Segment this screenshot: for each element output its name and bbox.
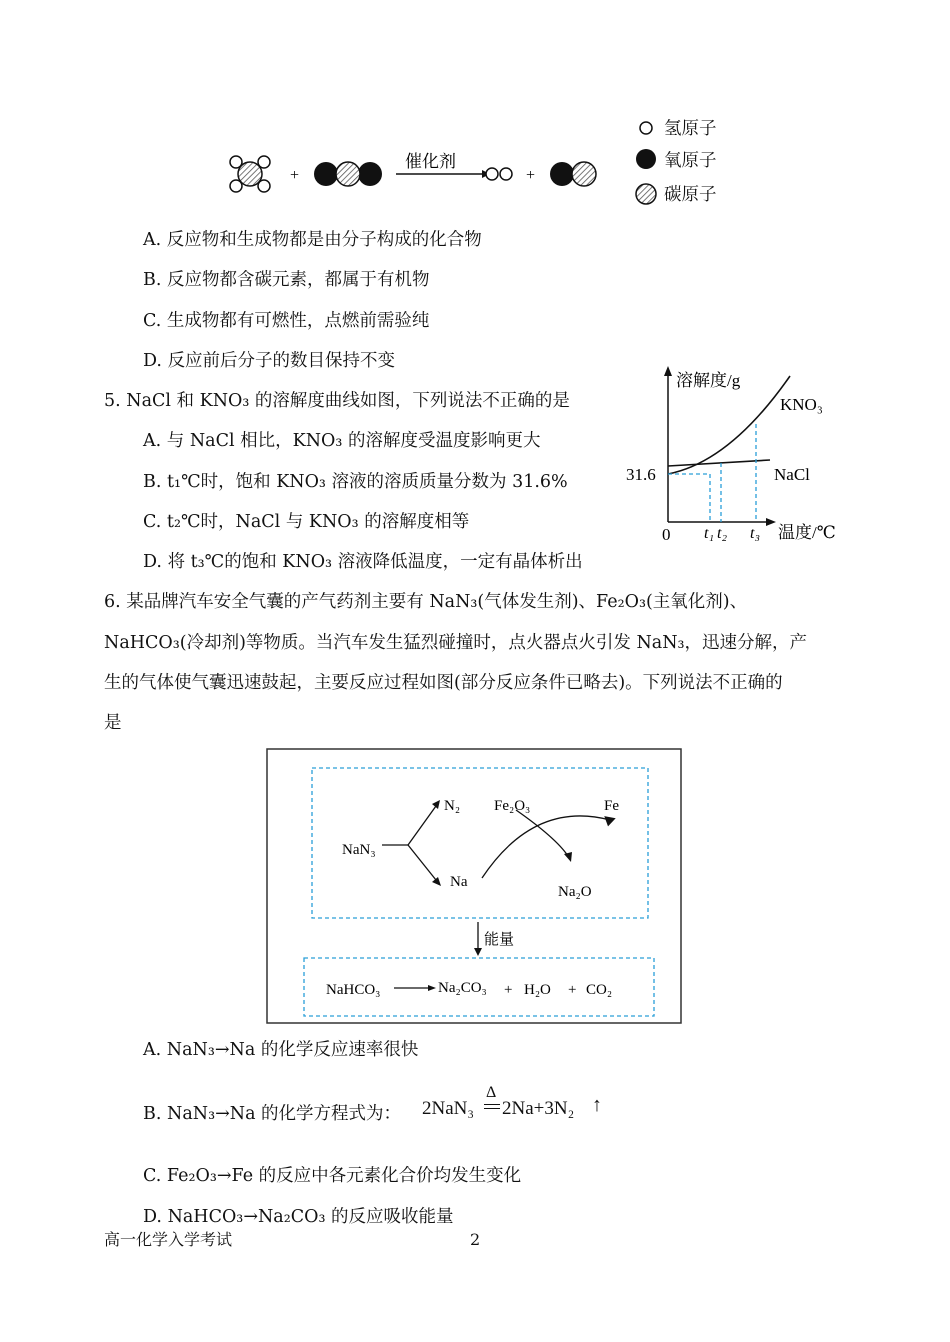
- diagram-nahco3: NaHCO₃: [326, 982, 381, 998]
- diagram-fe2o3: Fe₂O₃: [494, 798, 531, 814]
- q6-option-b: B. NaN₃→Na 的化学方程式为：: [143, 1104, 402, 1124]
- diagram-nan3: NaN₃: [342, 842, 376, 858]
- diagram-plus-1: +: [504, 982, 513, 998]
- nacl-label: NaCl: [774, 465, 810, 484]
- legend-icons: [632, 116, 662, 208]
- diagram-na2co3: Na₂CO₃: [438, 980, 487, 996]
- catalyst-label: 催化剂: [405, 152, 456, 172]
- legend-carbon: 碳原子: [664, 185, 717, 205]
- q6-option-a: A. NaN₃→Na 的化学反应速率很快: [143, 1040, 419, 1060]
- kno3-curve: [668, 376, 790, 474]
- x-tick-t2: t₂: [717, 525, 728, 542]
- carbon-dioxide-molecule: [314, 162, 382, 186]
- q4-option-b: B. 反应物都含碳元素，都属于有机物: [143, 270, 430, 290]
- oxygen-atom-icon: [636, 149, 656, 169]
- q5-stem: 5. NaCl 和 KNO₃ 的溶解度曲线如图，下列说法不正确的是: [104, 391, 570, 411]
- legend-oxygen: 氧原子: [664, 151, 717, 171]
- q6-stem-line-3: 生的气体使气囊迅速鼓起，主要反应过程如图(部分反应条件已略去)。下列说法不正确的: [104, 673, 783, 693]
- plus-sign-2: +: [526, 167, 536, 184]
- equation-rhs: 2Na+3N₂: [502, 1098, 575, 1119]
- nacl-line: [668, 460, 770, 466]
- diagram-na2o: Na₂O: [558, 884, 592, 900]
- diagram-co2: CO₂: [586, 982, 613, 998]
- y-tick-31.6: 31.6: [626, 465, 656, 484]
- y-axis-arrow: [664, 366, 672, 376]
- hydrogen-molecule: [486, 168, 512, 180]
- methane-molecule: [230, 156, 270, 192]
- q5-option-c: C. t₂℃时，NaCl 与 KNO₃ 的溶解度相等: [143, 512, 470, 532]
- q6-option-d: D. NaHCO₃→Na₂CO₃ 的反应吸收能量: [143, 1207, 454, 1227]
- equation-condition: Δ: [486, 1084, 497, 1101]
- diagram-energy: 能量: [484, 930, 515, 948]
- carbon-atom-icon: [636, 184, 656, 204]
- q4-option-a: A. 反应物和生成物都是由分子构成的化合物: [143, 230, 482, 250]
- q5-option-d: D. 将 t₃℃的饱和 KNO₃ 溶液降低温度，一定有晶体析出: [143, 552, 583, 572]
- q6-stem-line-1: 6. 某品牌汽车安全气囊的产气药剂主要有 NaN₃(气体发生剂)、Fe₂O₃(主氧化剂)、: [104, 592, 748, 612]
- carbon-monoxide-molecule: [550, 162, 596, 186]
- footer-page-number: 2: [470, 1230, 481, 1249]
- diagram-n2: N₂: [444, 798, 461, 814]
- q5-option-b: B. t₁℃时，饱和 KNO₃ 溶液的溶质质量分数为 31.6%: [143, 472, 568, 492]
- equation-gas-arrow: ↑: [592, 1094, 602, 1116]
- y-axis-label: 溶解度/g: [676, 371, 741, 390]
- q6-stem-line-2: NaHCO₃(冷却剂)等物质。当汽车发生猛烈碰撞时，点火器点火引发 NaN₃，迅速分解，产: [104, 633, 808, 653]
- q6-stem-line-4: 是: [104, 713, 122, 733]
- x-tick-t3: t₃: [750, 525, 761, 542]
- plus-sign-1: +: [290, 167, 300, 184]
- q6-option-c: C. Fe₂O₃→Fe 的反应中各元素化合价均发生变化: [143, 1166, 522, 1186]
- q4-option-c: C. 生成物都有可燃性，点燃前需验纯: [143, 311, 430, 331]
- x-axis-arrow: [766, 518, 776, 526]
- decomposition-equation: [422, 1084, 622, 1134]
- diagram-h2o: H₂O: [524, 982, 551, 998]
- x-axis-label: 温度/℃: [778, 523, 836, 542]
- airbag-reaction-diagram: [266, 748, 682, 1024]
- kno3-label: KNO₃: [780, 395, 823, 414]
- x-tick-t1: t₁: [704, 525, 715, 542]
- solubility-chart: [620, 362, 850, 548]
- hydrogen-atom-icon: [640, 122, 652, 134]
- legend-hydrogen: 氢原子: [664, 119, 717, 139]
- q5-option-a: A. 与 NaCl 相比，KNO₃ 的溶解度受温度影响更大: [143, 431, 541, 451]
- equation-lhs: 2NaN₃: [422, 1098, 474, 1119]
- origin-label: 0: [662, 525, 671, 544]
- diagram-fe: Fe: [604, 798, 619, 814]
- reaction-molecule-figure: [220, 110, 620, 210]
- q4-option-d: D. 反应前后分子的数目保持不变: [143, 351, 396, 371]
- footer-exam-title: 高一化学入学考试: [104, 1230, 233, 1249]
- diagram-plus-2: +: [568, 982, 577, 998]
- diagram-na: Na: [450, 874, 468, 890]
